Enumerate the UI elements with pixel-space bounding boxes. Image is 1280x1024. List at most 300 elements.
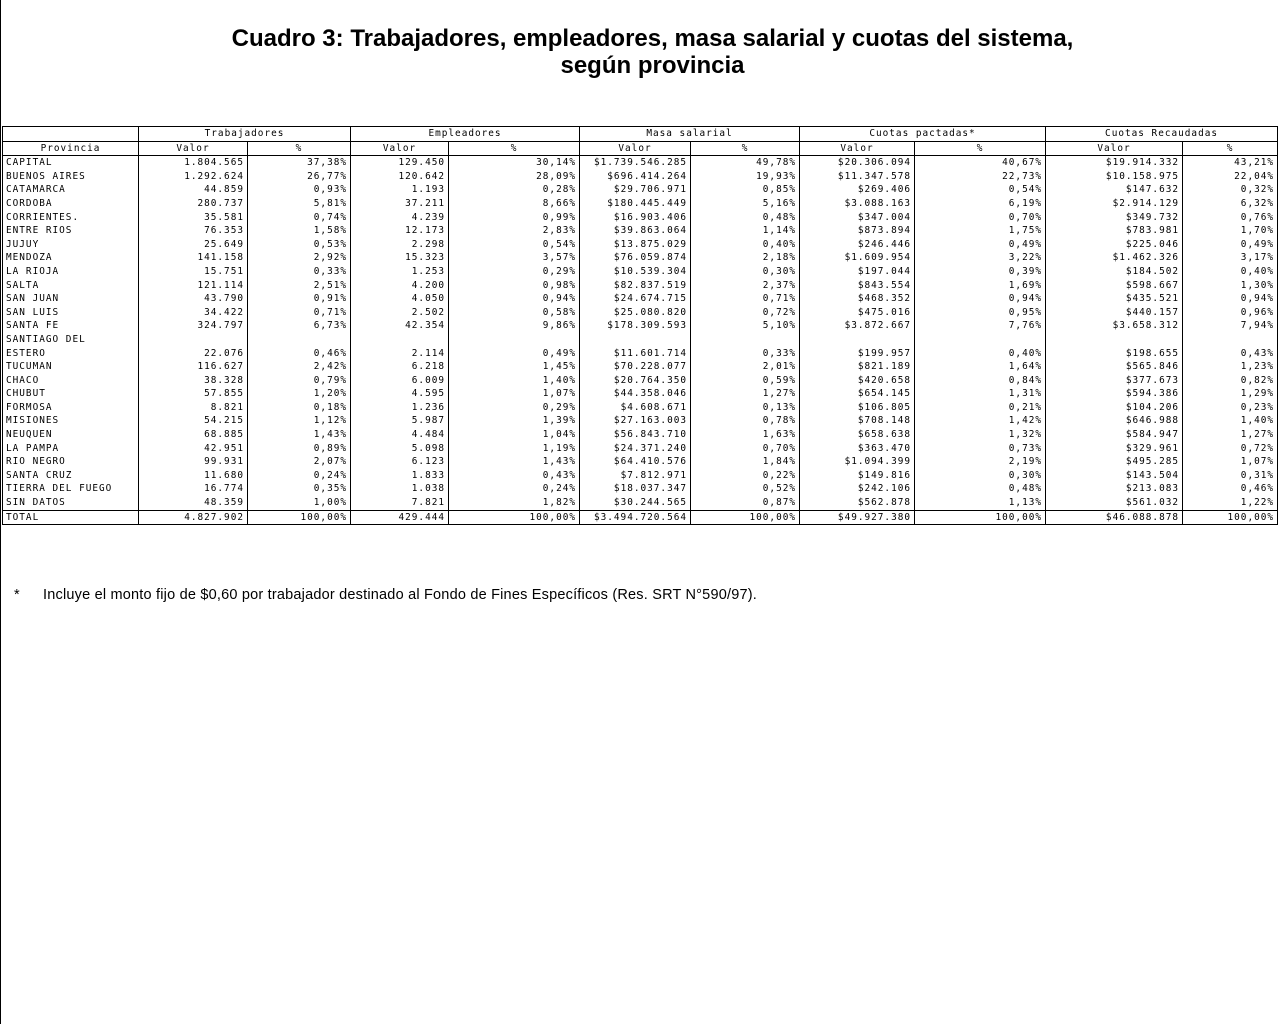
total-percent-cell: 100,00% — [915, 510, 1046, 525]
value-cell: 120.642 — [351, 170, 449, 184]
value-cell: $468.352 — [800, 292, 915, 306]
value-cell: 37.211 — [351, 197, 449, 211]
value-cell: 4.200 — [351, 279, 449, 293]
value-cell: 12.173 — [351, 224, 449, 238]
value-cell: 1.292.624 — [139, 170, 248, 184]
percent-cell: 22,73% — [915, 170, 1046, 184]
province-cell — [3, 401, 139, 415]
value-cell: $198.655 — [1046, 333, 1183, 360]
percent-cell: 0,22% — [691, 469, 800, 483]
percent-cell: 1,43% — [449, 455, 580, 469]
value-cell: $562.878 — [800, 496, 915, 510]
percent-cell: 0,72% — [1183, 442, 1278, 456]
value-cell: $19.914.332 — [1046, 156, 1183, 170]
value-cell: 43.790 — [139, 292, 248, 306]
percent-cell: 0,79% — [248, 374, 351, 388]
total-percent-cell: 100,00% — [449, 510, 580, 525]
value-cell: 4.050 — [351, 292, 449, 306]
footnote-mark: * — [14, 587, 20, 603]
province-cell — [3, 265, 139, 279]
province-name: SANTIAGO DEL — [6, 333, 86, 345]
value-cell: $197.044 — [800, 265, 915, 279]
value-cell: $269.406 — [800, 183, 915, 197]
percent-cell: 0,74% — [248, 211, 351, 225]
percent-cell: 1,31% — [915, 387, 1046, 401]
table-row — [3, 469, 1278, 483]
province-name: CATAMARCA — [6, 184, 66, 196]
column-header: Valor — [1046, 141, 1183, 156]
value-cell: $44.358.046 — [580, 387, 691, 401]
percent-cell: 1,23% — [1183, 360, 1278, 374]
percent-cell: 0,23% — [1183, 401, 1278, 415]
percent-cell: 0,40% — [1183, 265, 1278, 279]
percent-cell: 1,04% — [449, 428, 580, 442]
province-cell — [3, 170, 139, 184]
percent-cell: 0,70% — [691, 442, 800, 456]
percent-cell: 1,40% — [449, 374, 580, 388]
value-cell: $10.539.304 — [580, 265, 691, 279]
percent-cell: 0,31% — [1183, 469, 1278, 483]
percent-cell: 26,77% — [248, 170, 351, 184]
table-row — [3, 482, 1278, 496]
provinces-table — [2, 126, 1278, 525]
value-cell: $435.521 — [1046, 292, 1183, 306]
percent-cell: 2,37% — [691, 279, 800, 293]
column-header: Provincia — [3, 141, 139, 156]
table-row — [3, 374, 1278, 388]
percent-cell: 5,81% — [248, 197, 351, 211]
footnote — [14, 587, 757, 603]
group-header: Empleadores — [351, 127, 580, 142]
value-cell: 38.328 — [139, 374, 248, 388]
value-cell: $347.004 — [800, 211, 915, 225]
percent-cell: 1,13% — [915, 496, 1046, 510]
table-row — [3, 319, 1278, 333]
group-header: Cuotas pactadas* — [800, 127, 1046, 142]
percent-cell: 6,19% — [915, 197, 1046, 211]
value-cell: $696.414.264 — [580, 170, 691, 184]
value-cell: 6.218 — [351, 360, 449, 374]
table-row — [3, 455, 1278, 469]
value-cell: 1.193 — [351, 183, 449, 197]
table-row — [3, 292, 1278, 306]
column-header: % — [691, 141, 800, 156]
percent-cell: 1,82% — [449, 496, 580, 510]
value-cell: 2.502 — [351, 306, 449, 320]
province-cell — [3, 414, 139, 428]
percent-cell: 1,70% — [1183, 224, 1278, 238]
value-cell: $11.347.578 — [800, 170, 915, 184]
table-title — [0, 25, 1280, 79]
table-row — [3, 360, 1278, 374]
percent-cell: 1,32% — [915, 428, 1046, 442]
footnote-text: Incluye el monto fijo de $0,60 por trabajador destinado al Fondo de Fines Específicos (Res. SRT N°590/97). — [43, 587, 757, 603]
column-header: Valor — [351, 141, 449, 156]
total-row — [3, 510, 1278, 525]
value-cell: 6.123 — [351, 455, 449, 469]
value-cell: $646.988 — [1046, 414, 1183, 428]
percent-cell: 8,66% — [449, 197, 580, 211]
percent-cell: 0,98% — [449, 279, 580, 293]
province-name: ENTRE RIOS — [6, 225, 73, 237]
value-cell: 42.354 — [351, 319, 449, 333]
group-header: Trabajadores — [139, 127, 351, 142]
value-cell: 116.627 — [139, 360, 248, 374]
percent-cell: 2,01% — [691, 360, 800, 374]
value-cell: $106.805 — [800, 401, 915, 415]
value-cell: 99.931 — [139, 455, 248, 469]
percent-cell: 1,30% — [1183, 279, 1278, 293]
percent-cell: 5,10% — [691, 319, 800, 333]
percent-cell: 0,78% — [691, 414, 800, 428]
value-cell: 25.649 — [139, 238, 248, 252]
percent-cell: 2,42% — [248, 360, 351, 374]
value-cell: $24.371.240 — [580, 442, 691, 456]
value-cell: 54.215 — [139, 414, 248, 428]
value-cell: 22.076 — [139, 333, 248, 360]
percent-cell: 43,21% — [1183, 156, 1278, 170]
value-cell: $3.658.312 — [1046, 319, 1183, 333]
percent-cell: 1,64% — [915, 360, 1046, 374]
percent-cell: 1,69% — [915, 279, 1046, 293]
total-value-cell: $3.494.720.564 — [580, 510, 691, 525]
percent-cell: 0,58% — [449, 306, 580, 320]
table-row — [3, 442, 1278, 456]
province-cell — [3, 442, 139, 456]
province-name: MISIONES — [6, 415, 60, 427]
value-cell: $213.083 — [1046, 482, 1183, 496]
percent-cell: 2,18% — [691, 251, 800, 265]
value-cell: 6.009 — [351, 374, 449, 388]
value-cell: $11.601.714 — [580, 333, 691, 360]
column-header: % — [248, 141, 351, 156]
province-name: CHACO — [6, 374, 40, 386]
percent-cell: 49,78% — [691, 156, 800, 170]
total-value-cell: 429.444 — [351, 510, 449, 525]
value-cell: $3.872.667 — [800, 319, 915, 333]
province-cell — [3, 251, 139, 265]
column-header: % — [915, 141, 1046, 156]
percent-cell: 1,63% — [691, 428, 800, 442]
value-cell: $13.875.029 — [580, 238, 691, 252]
percent-cell: 0,91% — [248, 292, 351, 306]
percent-cell: 0,59% — [691, 374, 800, 388]
percent-cell: 3,17% — [1183, 251, 1278, 265]
percent-cell: 3,57% — [449, 251, 580, 265]
province-name: CORDOBA — [6, 197, 53, 209]
value-cell: $7.812.971 — [580, 469, 691, 483]
total-value-cell: $46.088.878 — [1046, 510, 1183, 525]
percent-cell: 0,43% — [449, 469, 580, 483]
title-line-2: según provincia — [560, 52, 745, 79]
value-cell: $363.470 — [800, 442, 915, 456]
value-cell: $246.446 — [800, 238, 915, 252]
percent-cell: 0,85% — [691, 183, 800, 197]
value-cell: $3.088.163 — [800, 197, 915, 211]
percent-cell: 1,42% — [915, 414, 1046, 428]
value-cell: $16.903.406 — [580, 211, 691, 225]
percent-cell: 0,99% — [449, 211, 580, 225]
value-cell: $349.732 — [1046, 211, 1183, 225]
value-cell: $377.673 — [1046, 374, 1183, 388]
value-cell: $561.032 — [1046, 496, 1183, 510]
value-cell: 1.236 — [351, 401, 449, 415]
value-cell: 1.038 — [351, 482, 449, 496]
value-cell: $18.037.347 — [580, 482, 691, 496]
percent-cell: 1,29% — [1183, 387, 1278, 401]
percent-cell: 0,94% — [915, 292, 1046, 306]
percent-cell: 0,72% — [691, 306, 800, 320]
percent-cell: 0,29% — [449, 401, 580, 415]
percent-cell: 1,22% — [1183, 496, 1278, 510]
group-header: Cuotas Recaudadas — [1046, 127, 1278, 142]
table-row — [3, 170, 1278, 184]
province-name: SANTA FE — [6, 320, 60, 332]
percent-cell: 2,92% — [248, 251, 351, 265]
percent-cell: 0,71% — [248, 306, 351, 320]
value-cell: $475.016 — [800, 306, 915, 320]
province-cell — [3, 455, 139, 469]
value-cell: $180.445.449 — [580, 197, 691, 211]
province-name: SANTA CRUZ — [6, 469, 73, 481]
percent-cell: 37,38% — [248, 156, 351, 170]
province-cell — [3, 428, 139, 442]
table-row — [3, 387, 1278, 401]
value-cell: $1.094.399 — [800, 455, 915, 469]
percent-cell: 0,18% — [248, 401, 351, 415]
percent-cell: 0,54% — [915, 183, 1046, 197]
total-value-cell: $49.927.380 — [800, 510, 915, 525]
percent-cell: 1,27% — [1183, 428, 1278, 442]
total-percent-cell: 100,00% — [1183, 510, 1278, 525]
percent-cell: 1,12% — [248, 414, 351, 428]
value-cell: 15.751 — [139, 265, 248, 279]
percent-cell: 0,30% — [691, 265, 800, 279]
value-cell: $658.638 — [800, 428, 915, 442]
province-name: SALTA — [6, 279, 40, 291]
percent-cell: 0,33% — [248, 265, 351, 279]
province-cell — [3, 387, 139, 401]
table-row — [3, 197, 1278, 211]
table-row — [3, 333, 1278, 360]
percent-cell: 0,40% — [691, 238, 800, 252]
percent-cell: 0,30% — [915, 469, 1046, 483]
percent-cell: 0,33% — [691, 333, 800, 360]
percent-cell: 0,24% — [248, 469, 351, 483]
value-cell: 4.484 — [351, 428, 449, 442]
province-cell — [3, 211, 139, 225]
value-cell: $242.106 — [800, 482, 915, 496]
province-name: TUCUMAN — [6, 361, 53, 373]
province-cell — [3, 292, 139, 306]
value-cell: 129.450 — [351, 156, 449, 170]
value-cell: $39.863.064 — [580, 224, 691, 238]
percent-cell: 0,49% — [915, 238, 1046, 252]
percent-cell: 0,48% — [915, 482, 1046, 496]
value-cell: 8.821 — [139, 401, 248, 415]
percent-cell: 1,27% — [691, 387, 800, 401]
province-name: CHUBUT — [6, 388, 46, 400]
value-cell: 7.821 — [351, 496, 449, 510]
province-name: JUJUY — [6, 238, 40, 250]
percent-cell: 6,32% — [1183, 197, 1278, 211]
percent-cell: 0,95% — [915, 306, 1046, 320]
province-name: LA RIOJA — [6, 265, 60, 277]
value-cell: 15.323 — [351, 251, 449, 265]
value-cell: 4.239 — [351, 211, 449, 225]
table-row — [3, 224, 1278, 238]
value-cell: $149.816 — [800, 469, 915, 483]
province-name: CAPITAL — [6, 157, 53, 169]
percent-cell: 0,70% — [915, 211, 1046, 225]
value-cell: $565.846 — [1046, 360, 1183, 374]
percent-cell: 0,73% — [915, 442, 1046, 456]
value-cell: $184.502 — [1046, 265, 1183, 279]
percent-cell: 6,73% — [248, 319, 351, 333]
value-cell: $873.894 — [800, 224, 915, 238]
province-name: FORMOSA — [6, 401, 53, 413]
value-cell: 2.114 — [351, 333, 449, 360]
percent-cell: 0,21% — [915, 401, 1046, 415]
value-cell: $440.157 — [1046, 306, 1183, 320]
percent-cell: 22,04% — [1183, 170, 1278, 184]
percent-cell: 1,43% — [248, 428, 351, 442]
table-row — [3, 414, 1278, 428]
value-cell: 121.114 — [139, 279, 248, 293]
value-cell: $10.158.975 — [1046, 170, 1183, 184]
value-cell: 34.422 — [139, 306, 248, 320]
percent-cell: 0,96% — [1183, 306, 1278, 320]
table-row — [3, 211, 1278, 225]
value-cell: 280.737 — [139, 197, 248, 211]
value-cell: 5.098 — [351, 442, 449, 456]
province-name: TIERRA DEL FUEGO — [6, 483, 113, 495]
value-cell: 1.804.565 — [139, 156, 248, 170]
value-cell: $1.609.954 — [800, 251, 915, 265]
province-cell — [3, 496, 139, 510]
percent-cell: 0,39% — [915, 265, 1046, 279]
percent-cell: 2,83% — [449, 224, 580, 238]
value-cell: 35.581 — [139, 211, 248, 225]
value-cell: 1.833 — [351, 469, 449, 483]
value-cell: 141.158 — [139, 251, 248, 265]
province-name: CORRIENTES. — [6, 211, 80, 223]
percent-cell: 1,40% — [1183, 414, 1278, 428]
percent-cell: 0,13% — [691, 401, 800, 415]
province-name: SAN JUAN — [6, 293, 60, 305]
table-row — [3, 428, 1278, 442]
percent-cell: 0,24% — [449, 482, 580, 496]
value-cell: $420.658 — [800, 374, 915, 388]
value-cell: 68.885 — [139, 428, 248, 442]
percent-cell: 1,00% — [248, 496, 351, 510]
column-header: Valor — [800, 141, 915, 156]
table-row — [3, 401, 1278, 415]
percent-cell: 0,87% — [691, 496, 800, 510]
percent-cell: 1,19% — [449, 442, 580, 456]
value-cell: $821.189 — [800, 360, 915, 374]
percent-cell: 1,45% — [449, 360, 580, 374]
value-cell: $20.764.350 — [580, 374, 691, 388]
percent-cell: 1,20% — [248, 387, 351, 401]
value-cell: $708.148 — [800, 414, 915, 428]
percent-cell: 1,84% — [691, 455, 800, 469]
province-cell — [3, 319, 139, 333]
value-cell: $843.554 — [800, 279, 915, 293]
column-header: % — [1183, 141, 1278, 156]
column-header: Valor — [580, 141, 691, 156]
table-row — [3, 238, 1278, 252]
value-cell: 1.253 — [351, 265, 449, 279]
province-name: NEUQUEN — [6, 429, 53, 441]
value-cell: $20.306.094 — [800, 156, 915, 170]
percent-cell: 0,82% — [1183, 374, 1278, 388]
value-cell: $104.206 — [1046, 401, 1183, 415]
value-cell: $495.285 — [1046, 455, 1183, 469]
value-cell: $225.046 — [1046, 238, 1183, 252]
province-cell — [3, 306, 139, 320]
value-cell: $147.632 — [1046, 183, 1183, 197]
value-cell: 57.855 — [139, 387, 248, 401]
value-cell: $2.914.129 — [1046, 197, 1183, 211]
percent-cell: 0,94% — [449, 292, 580, 306]
percent-cell: 0,35% — [248, 482, 351, 496]
percent-cell: 30,14% — [449, 156, 580, 170]
percent-cell: 1,58% — [248, 224, 351, 238]
value-cell: $27.163.003 — [580, 414, 691, 428]
percent-cell: 3,22% — [915, 251, 1046, 265]
province-name-cont: ESTERO — [6, 347, 46, 359]
province-name: LA PAMPA — [6, 442, 60, 454]
table-row — [3, 279, 1278, 293]
value-cell: $598.667 — [1046, 279, 1183, 293]
total-percent-cell: 100,00% — [691, 510, 800, 525]
province-cell — [3, 224, 139, 238]
province-cell — [3, 482, 139, 496]
percent-cell: 0,84% — [915, 374, 1046, 388]
percent-cell: 0,48% — [691, 211, 800, 225]
province-name: RIO NEGRO — [6, 456, 66, 468]
percent-cell: 5,16% — [691, 197, 800, 211]
percent-cell: 7,94% — [1183, 319, 1278, 333]
value-cell: $584.947 — [1046, 428, 1183, 442]
value-cell: $783.981 — [1046, 224, 1183, 238]
value-cell: 16.774 — [139, 482, 248, 496]
percent-cell: 2,19% — [915, 455, 1046, 469]
value-cell: 5.987 — [351, 414, 449, 428]
percent-cell: 7,76% — [915, 319, 1046, 333]
value-cell: 48.359 — [139, 496, 248, 510]
column-header-row — [3, 141, 1278, 156]
percent-cell: 0,71% — [691, 292, 800, 306]
percent-cell: 0,54% — [449, 238, 580, 252]
percent-cell: 2,51% — [248, 279, 351, 293]
column-header: % — [449, 141, 580, 156]
value-cell: $56.843.710 — [580, 428, 691, 442]
province-name: SAN LUIS — [6, 306, 60, 318]
percent-cell: 0,76% — [1183, 211, 1278, 225]
value-cell: $64.410.576 — [580, 455, 691, 469]
value-cell: 11.680 — [139, 469, 248, 483]
value-cell: 4.595 — [351, 387, 449, 401]
percent-cell: 0,43% — [1183, 333, 1278, 360]
total-percent-cell: 100,00% — [248, 510, 351, 525]
value-cell: $329.961 — [1046, 442, 1183, 456]
value-cell: $143.504 — [1046, 469, 1183, 483]
total-label: TOTAL — [3, 510, 139, 525]
province-cell — [3, 279, 139, 293]
group-header-row — [3, 127, 1278, 142]
